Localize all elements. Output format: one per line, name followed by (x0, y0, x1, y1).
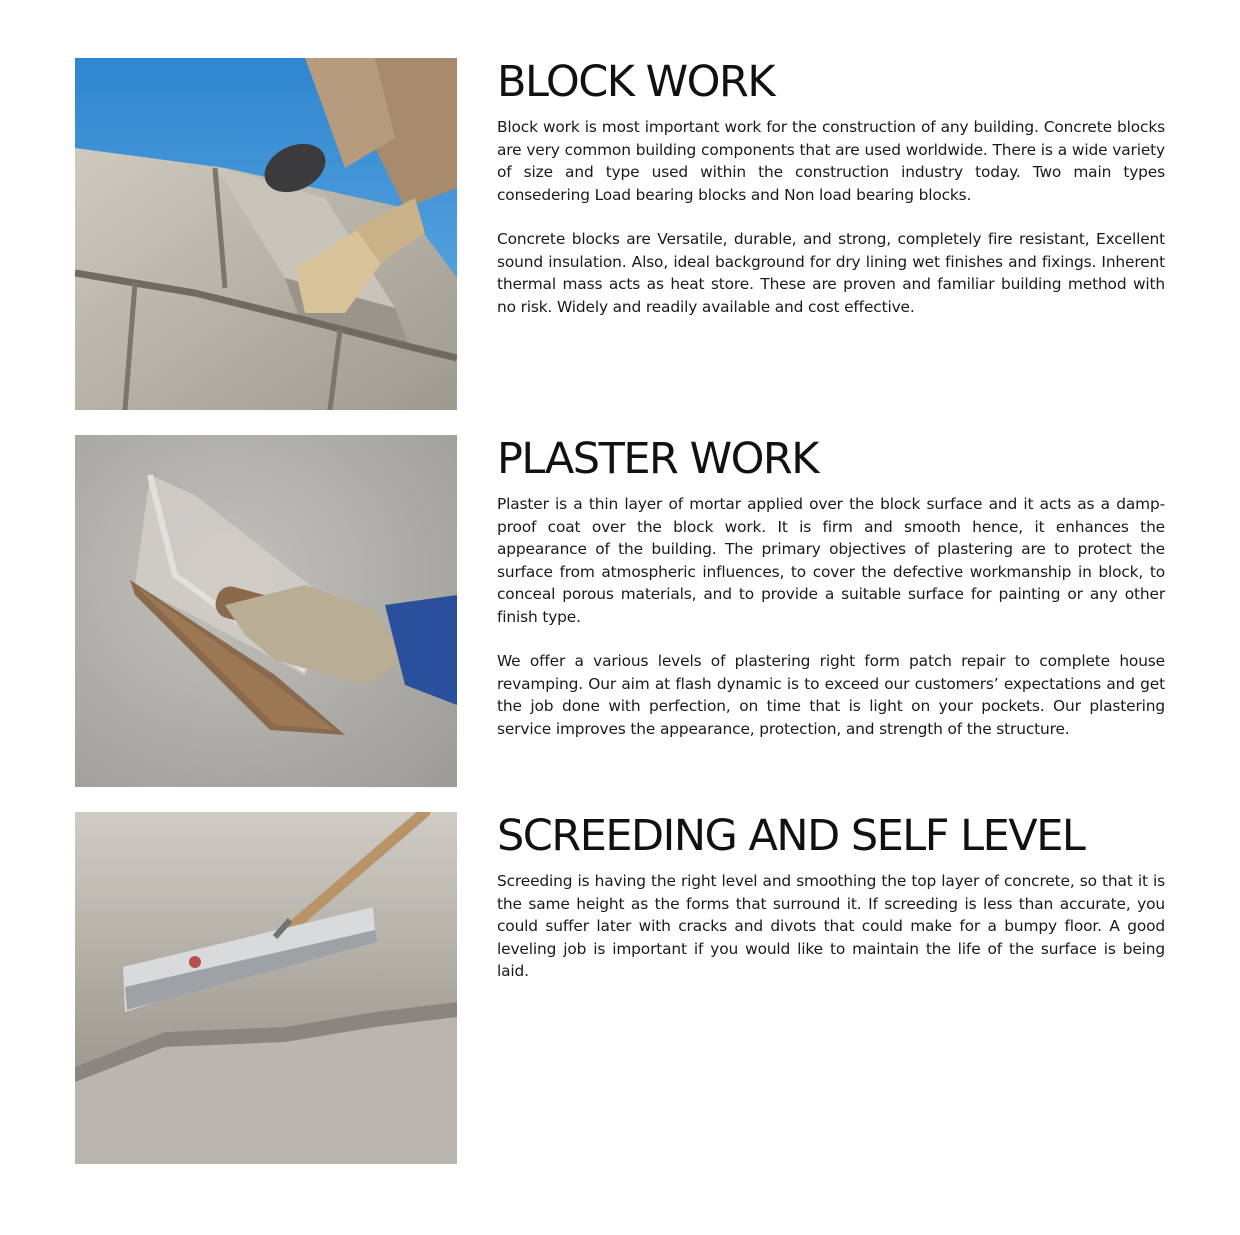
section-block-work (75, 58, 1165, 410)
plaster-work-paragraph-1: Plaster is a thin layer of mortar applied over the block surface and it acts as a damp-proof coat over the block work. It is firm and smooth hence, it enhances the appearance of the building. The primary objectives of plastering are to protect the surface from atmospheric influences, to cover the defective workmanship in block, to conceal porous materials, and to provide a suitable surface for painting or any other finish type. (497, 495, 1165, 626)
plaster-work-text (497, 435, 1165, 740)
plaster-work-photo (75, 435, 457, 787)
section-plaster-work (75, 435, 1165, 787)
screeding-photo (75, 812, 457, 1164)
plaster-work-title: PLASTER WORK (497, 434, 819, 484)
plaster-work-paragraph-2: We offer a various levels of plastering right form patch repair to complete house revamping. Our aim at flash dynamic is to exceed our customers’ expectations and get the job done with perfection, on time that is light on your pockets. Our plastering service improves the appearance, protection, and strength of the structure. (497, 652, 1165, 738)
screeding-text (497, 812, 1165, 983)
screeding-paragraph-1: Screeding is having the right level and smoothing the top layer of concrete, so that it is the same height as the forms that surround it. If screeding is less than accurate, you could suffer later with cracks and divots that could make for a bumpy floor. A good leveling job is important if you would like to maintain the life of the surface is being laid. (497, 872, 1165, 980)
block-work-photo (75, 58, 457, 410)
block-work-paragraph-1: Block work is most important work for the construction of any building. Concrete blocks are very common building components that are used worldwide. There is a wide variety of size and type used within the construction industry today. Two main types consedering Load bearing blocks and Non load bearing blocks. (497, 118, 1165, 204)
block-work-title: BLOCK WORK (497, 57, 775, 107)
block-work-paragraph-2: Concrete blocks are Versatile, durable, and strong, completely fire resistant, Excellent sound insulation. Also, ideal background for dry lining wet finishes and fixings. Inherent thermal mass acts as heat store. These are proven and familiar building method with no risk. Widely and readily available and cost effective. (497, 230, 1165, 316)
screeding-title: SCREEDING AND SELF LEVEL (497, 811, 1085, 861)
section-screeding (75, 812, 1165, 1164)
block-work-text (497, 58, 1165, 318)
